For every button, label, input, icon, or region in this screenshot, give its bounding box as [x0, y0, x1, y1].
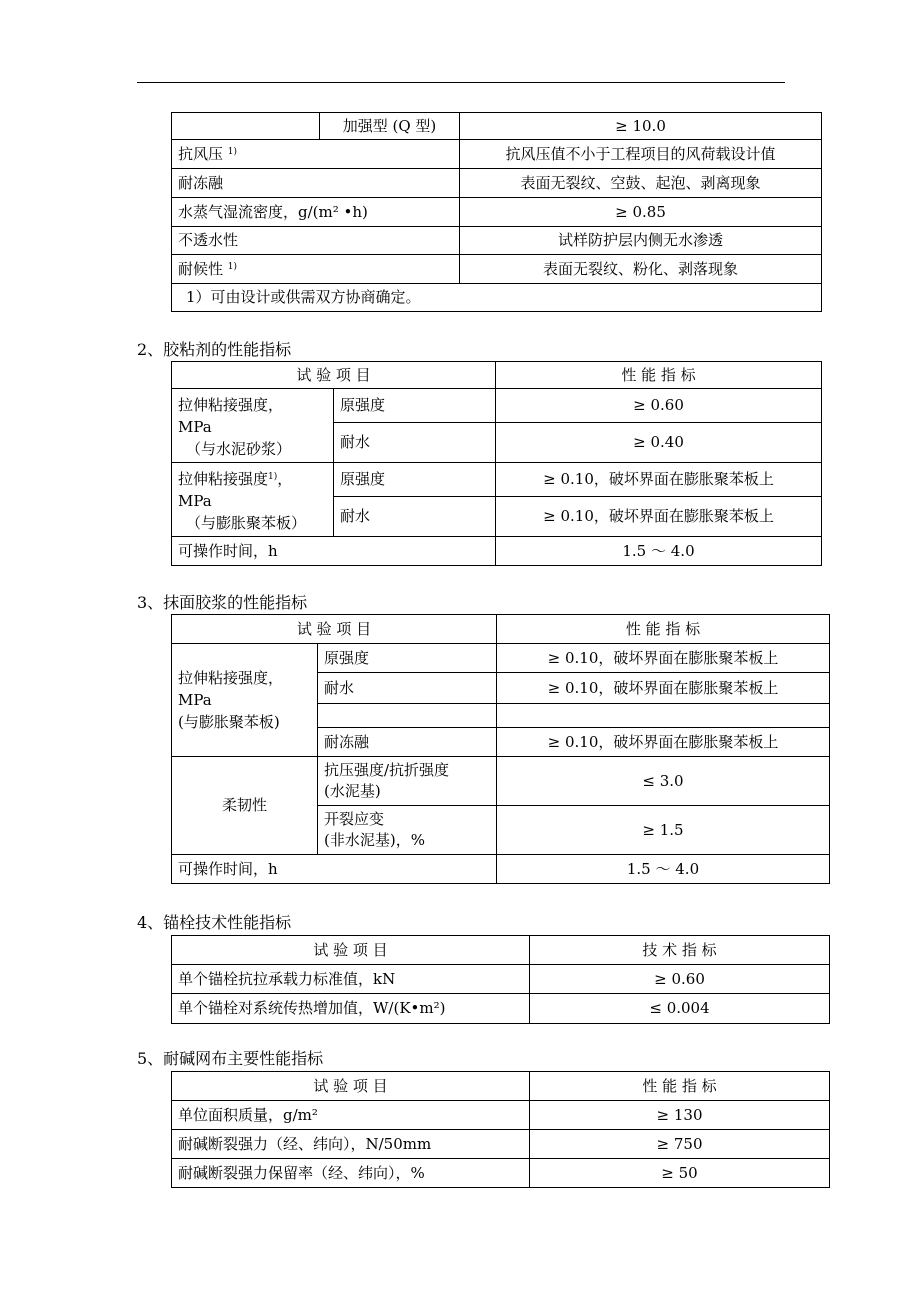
table-cell: 可操作时间，h — [172, 537, 496, 566]
sub-item-label: 开裂应变 — [324, 810, 385, 828]
group-label: MPa — [178, 491, 212, 510]
column-header: 试 验 项 目 — [172, 936, 530, 965]
section-title: 4、锚栓技术性能指标 — [137, 913, 292, 932]
table-cell: ≥ 0.10，破坏界面在膨胀聚苯板上 — [496, 463, 822, 497]
table-header-row — [172, 362, 822, 389]
table-cell: 单个锚栓抗拉承载力标准值，kN — [172, 965, 530, 994]
table-cell: 单个锚栓对系统传热增加值，W/(K•m²) — [172, 994, 530, 1024]
section-title: 2、胶粘剂的性能指标 — [137, 340, 292, 359]
group-cell — [172, 389, 334, 463]
table-base-coat-spec — [171, 614, 830, 884]
group-label: 拉伸粘接强度， — [178, 395, 284, 414]
table-header-row — [172, 936, 830, 965]
table-cell: 耐碱断裂强力保留率（经、纬向），% — [172, 1159, 530, 1188]
table-header-row — [172, 615, 830, 644]
table-cell: 耐冻融 — [172, 169, 460, 198]
table-adhesive-spec — [171, 361, 822, 566]
table-cell: 单位面积质量，g/m² — [172, 1101, 530, 1130]
group-label: MPa — [178, 691, 212, 709]
table-cell: 水蒸气湿流密度，g/(m² •h) — [172, 198, 460, 227]
column-header: 性 能 指 标 — [497, 615, 830, 644]
sub-item-label: (非水泥基)，% — [324, 831, 425, 849]
table-anchor-spec — [171, 935, 830, 1024]
table-row — [172, 255, 822, 284]
group-label: MPa — [178, 417, 212, 436]
table-row — [172, 284, 822, 312]
item-label: 耐候性 — [178, 259, 224, 278]
sub-item-label: (水泥基) — [324, 782, 381, 800]
table-cell — [318, 757, 497, 806]
table-cell: ≥ 0.10，破坏界面在膨胀聚苯板上 — [496, 497, 822, 537]
table-mesh-spec — [171, 1071, 830, 1188]
table-cell: 1.5 ～ 4.0 — [496, 537, 822, 566]
table-cell: ≤ 3.0 — [497, 757, 830, 806]
table-cell — [172, 140, 460, 169]
group-label — [178, 468, 327, 490]
table-cell: 原强度 — [334, 463, 496, 497]
table-cell: 抗风压值不小于工程项目的风荷载设计值 — [460, 140, 822, 169]
table-row — [172, 1130, 830, 1159]
column-header: 试 验 项 目 — [172, 362, 496, 389]
footnote-marker: 1) — [227, 146, 238, 157]
footnote-marker: 1) — [268, 471, 278, 482]
table-row — [172, 169, 822, 198]
table-row — [172, 227, 822, 255]
group-label-text: 拉伸粘接强度 — [178, 469, 269, 488]
table-cell — [318, 806, 497, 855]
table-cell: 1.5 ～ 4.0 — [497, 855, 830, 884]
table-cell: ≥ 1.5 — [497, 806, 830, 855]
table-header-row — [172, 1072, 830, 1101]
column-header: 性 能 指 标 — [496, 362, 822, 389]
table-cell: ≤ 0.004 — [530, 994, 830, 1024]
table-row — [172, 757, 830, 806]
table-row — [172, 140, 822, 169]
table-row — [172, 965, 830, 994]
table-cell: ≥ 0.10，破坏界面在膨胀聚苯板上 — [497, 644, 830, 673]
table-cell: 耐水 — [318, 673, 497, 704]
group-cell — [172, 644, 318, 757]
column-header: 性 能 指 标 — [530, 1072, 830, 1101]
column-header: 技 术 指 标 — [530, 936, 830, 965]
table-row — [172, 855, 830, 884]
table-cell: ≥ 0.60 — [530, 965, 830, 994]
table-cell: ≥ 0.40 — [496, 423, 822, 463]
table-cell: ≥ 750 — [530, 1130, 830, 1159]
table-cell: ≥ 130 — [530, 1101, 830, 1130]
table-cell: ≥ 10.0 — [460, 113, 822, 140]
table-cell: 加强型 (Q 型) — [320, 113, 460, 140]
table-footnote: 1）可由设计或供需双方协商确定。 — [172, 284, 822, 312]
group-label: 拉伸粘接强度， — [178, 669, 284, 687]
table-row — [172, 1159, 830, 1188]
table-cell: ≥ 0.60 — [496, 389, 822, 423]
table-cell: 试样防护层内侧无水渗透 — [460, 227, 822, 255]
group-cell: 柔韧性 — [172, 757, 318, 855]
table-continued-spec — [171, 112, 822, 312]
table-cell — [318, 704, 497, 728]
column-header: 试 验 项 目 — [172, 1072, 530, 1101]
section-title: 5、耐碱网布主要性能指标 — [137, 1049, 324, 1068]
table-row — [172, 537, 822, 566]
table-cell: 耐水 — [334, 423, 496, 463]
table-cell: ≥ 50 — [530, 1159, 830, 1188]
footnote-marker: 1) — [227, 261, 238, 272]
group-label: （与膨胀聚苯板） — [186, 513, 307, 532]
table-cell: 可操作时间，h — [172, 855, 497, 884]
section-title: 3、抹面胶浆的性能指标 — [137, 593, 308, 612]
table-cell — [172, 255, 460, 284]
table-cell: 表面无裂纹、粉化、剥落现象 — [460, 255, 822, 284]
header-rule — [137, 82, 785, 83]
table-cell: 表面无裂纹、空鼓、起泡、剥离现象 — [460, 169, 822, 198]
table-cell: 耐水 — [334, 497, 496, 537]
group-label-text: ， — [277, 469, 293, 488]
table-cell — [172, 113, 320, 140]
table-row — [172, 389, 822, 423]
column-header: 试 验 项 目 — [172, 615, 497, 644]
table-cell: 不透水性 — [172, 227, 460, 255]
group-label: （与水泥砂浆） — [186, 439, 292, 458]
table-cell: 原强度 — [334, 389, 496, 423]
group-cell — [172, 463, 334, 537]
sub-item-label: 抗压强度/抗折强度 — [324, 761, 450, 779]
table-cell — [497, 704, 830, 728]
table-cell: ≥ 0.10，破坏界面在膨胀聚苯板上 — [497, 728, 830, 757]
table-cell: ≥ 0.10，破坏界面在膨胀聚苯板上 — [497, 673, 830, 704]
item-label: 抗风压 — [178, 144, 224, 163]
table-row — [172, 644, 830, 673]
table-row — [172, 463, 822, 497]
table-row — [172, 113, 822, 140]
group-label: (与膨胀聚苯板) — [178, 713, 280, 731]
table-cell: 原强度 — [318, 644, 497, 673]
table-cell: ≥ 0.85 — [460, 198, 822, 227]
table-cell: 耐冻融 — [318, 728, 497, 757]
table-row — [172, 994, 830, 1024]
table-row — [172, 198, 822, 227]
table-row — [172, 1101, 830, 1130]
table-cell: 耐碱断裂强力（经、纬向），N/50mm — [172, 1130, 530, 1159]
